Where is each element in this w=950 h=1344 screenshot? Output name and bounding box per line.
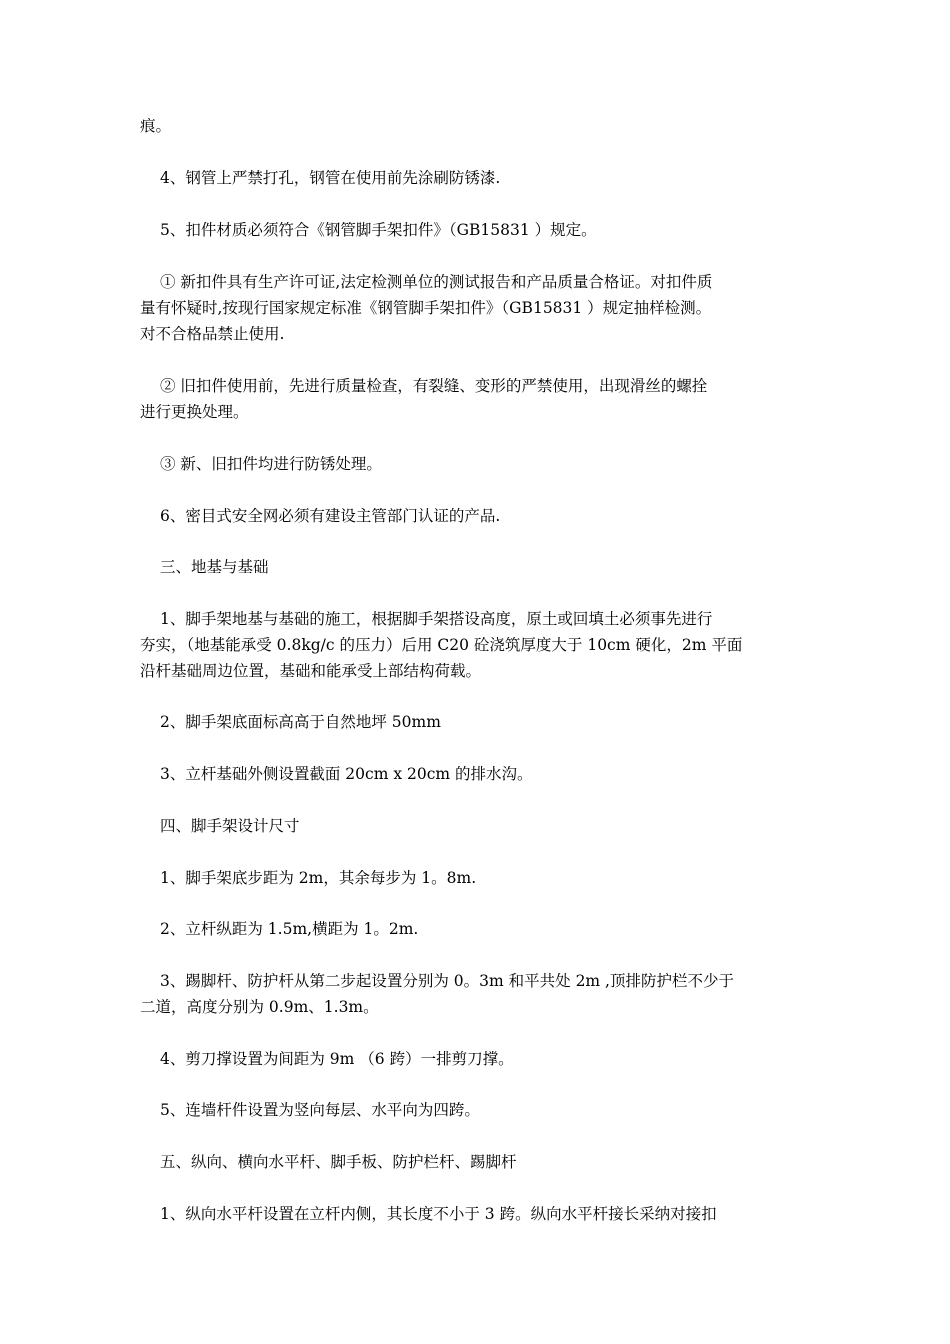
text-line: 6、密目式安全网必须有建设主管部门认证的产品. [160, 507, 501, 525]
section-heading: 三、地基与基础 [160, 558, 269, 576]
text-line: 2、脚手架底面标高高于自然地坪 50mm [160, 713, 441, 731]
text-line: 痕。 [140, 117, 172, 135]
text-line: 4、剪刀撑设置为间距为 9m （6 跨）一排剪刀撑。 [160, 1050, 514, 1068]
text-line: ② 旧扣件使用前，先进行质量检查，有裂缝、变形的严禁使用，出现滑丝的螺拴 [160, 377, 708, 395]
text-line: 夯实，（地基能承受 0.8kg/c 的压力）后用 C20 砼浇筑厚度大于 10cm 硬化，2m 平面 [140, 636, 743, 654]
text-line: 3、踢脚杆、防护杆从第二步起设置分别为 0。3m 和平共处 2m ,顶排防护栏不少于 [160, 972, 734, 990]
text-line: 2、立杆纵距为 1.5m,横距为 1。2m. [160, 920, 419, 938]
text-line: 1、纵向水平杆设置在立杆内侧，其长度不小于 3 跨。纵向水平杆接长采纳对接扣 [160, 1205, 717, 1223]
text-line: 二道，高度分别为 0.9m、1.3m。 [140, 998, 379, 1016]
text-line: 对不合格品禁止使用. [140, 325, 285, 343]
section-heading: 四、脚手架设计尺寸 [160, 817, 300, 835]
text-line: 3、立杆基础外侧设置截面 20cm x 20cm 的排水沟。 [160, 765, 533, 783]
text-line: ③ 新、旧扣件均进行防锈处理。 [160, 455, 382, 473]
text-line: 4、钢管上严禁打孔，钢管在使用前先涂刷防锈漆. [160, 169, 501, 187]
text-line: 进行更换处理。 [140, 403, 249, 421]
text-line: 1、脚手架地基与基础的施工，根据脚手架搭设高度，原土或回填土必须事先进行 [160, 610, 713, 628]
text-line: 沿杆基础周边位置，基础和能承受上部结构荷载。 [140, 662, 482, 680]
text-line: 量有怀疑时,按现行国家规定标准《钢管脚手架扣件》（GB15831 ）规定抽样检测。 [140, 299, 712, 317]
text-line: 5、连墙杆件设置为竖向每层、水平向为四跨。 [160, 1101, 480, 1119]
section-heading: 五、纵向、横向水平杆、脚手板、防护栏杆、踢脚杆 [160, 1153, 517, 1171]
text-line: ① 新扣件具有生产许可证,法定检测单位的测试报告和产品质量合格证。对扣件质 [160, 273, 713, 291]
text-line: 5、扣件材质必须符合《钢管脚手架扣件》（GB15831 ）规定。 [160, 221, 597, 239]
text-line: 1、脚手架底步距为 2m，其余每步为 1。8m. [160, 869, 477, 887]
